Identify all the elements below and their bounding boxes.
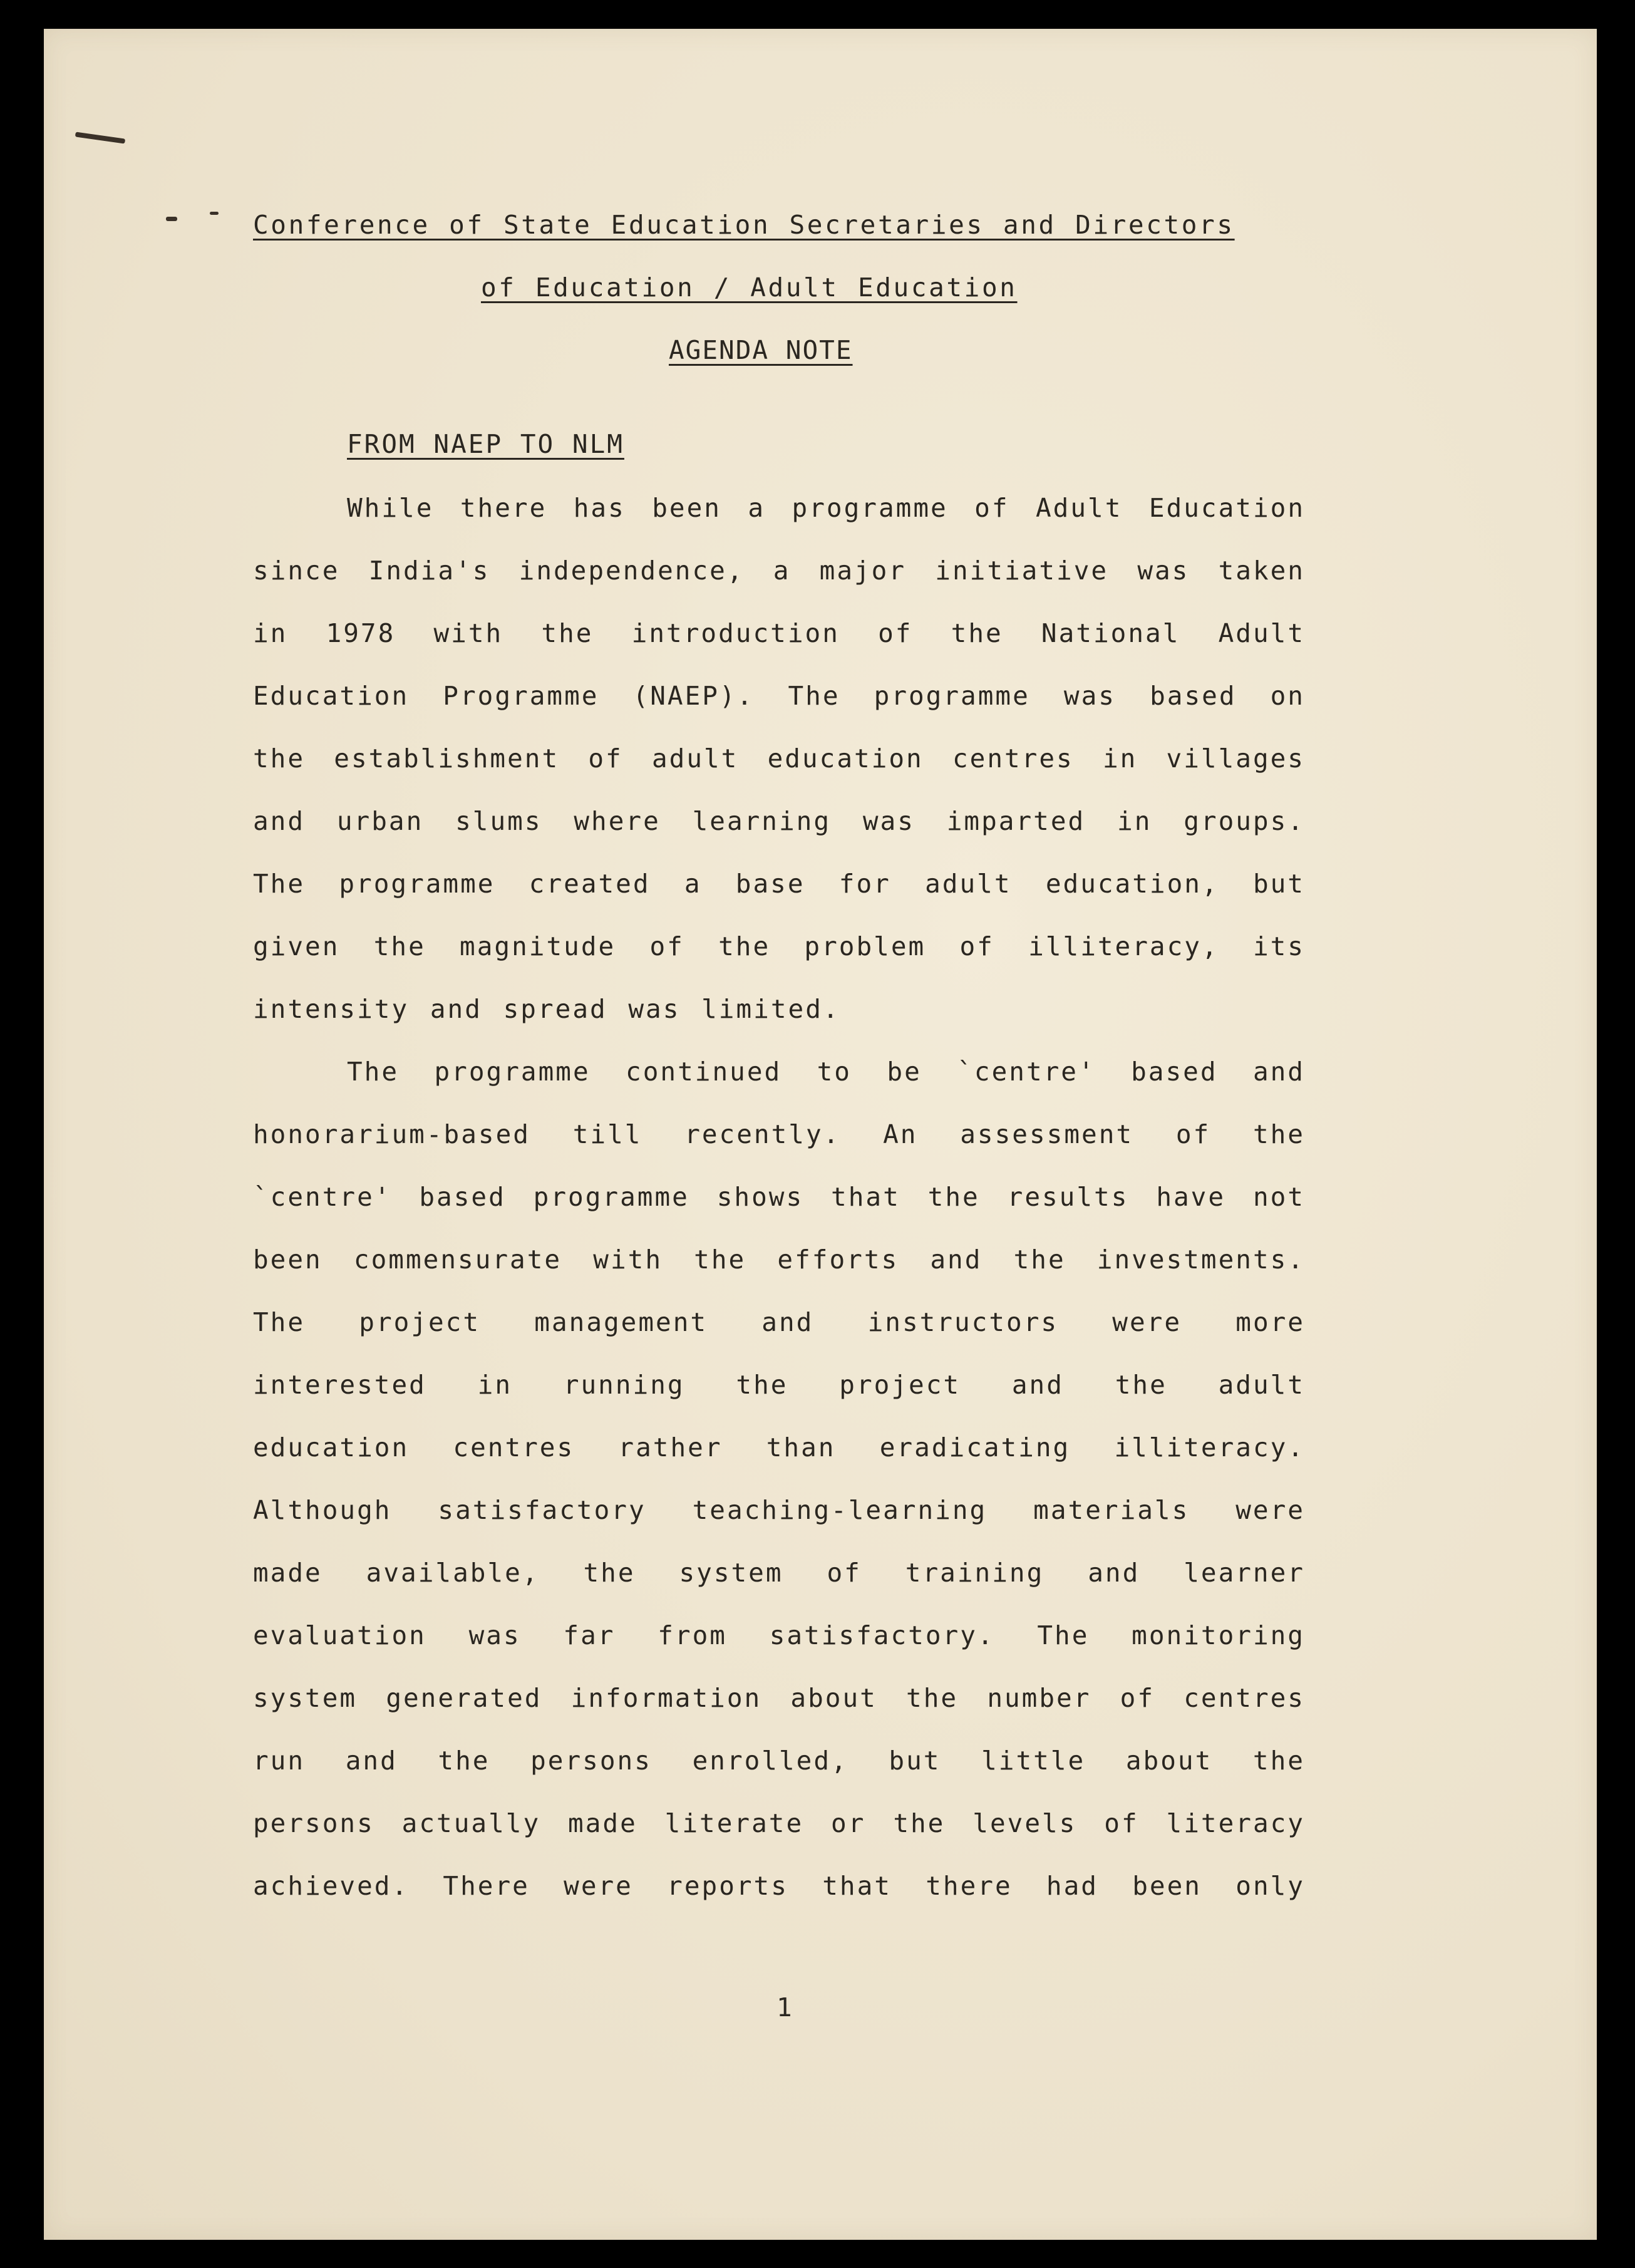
- paragraph-line: `centre' based programme shows that the results have not: [253, 1182, 1305, 1212]
- paragraph-line: the establishment of adult education centres in villages: [253, 743, 1305, 774]
- paragraph-line: The programme continued to be `centre' based and: [347, 1057, 1305, 1087]
- paragraph-line: honorarium-based till recently. An assessment of the: [253, 1119, 1305, 1149]
- paragraph-line: run and the persons enrolled, but little about the: [253, 1746, 1305, 1776]
- paragraph-line: in 1978 with the introduction of the National Adult: [253, 618, 1305, 648]
- title-line-2: of Education / Adult Education: [481, 272, 1018, 303]
- paragraph-line: system generated information about the number of centres: [253, 1683, 1305, 1713]
- staple-mark: [166, 217, 177, 221]
- agenda-note-title: AGENDA NOTE: [669, 335, 853, 365]
- paragraph-line: achieved. There were reports that there had been only: [253, 1871, 1305, 1901]
- section-heading: FROM NAEP TO NLM: [347, 429, 624, 459]
- title-line-1: Conference of State Education Secretaries and Directors: [253, 210, 1235, 240]
- paragraph-line: and urban slums where learning was imparted in groups.: [253, 806, 1305, 836]
- page-number: 1: [776, 1992, 792, 2022]
- paragraph-line: Education Programme (NAEP). The programme was based on: [253, 681, 1305, 711]
- paragraph-line: interested in running the project and the adult: [253, 1370, 1305, 1400]
- paragraph-line: since India's independence, a major initiative was taken: [253, 556, 1305, 586]
- paragraph-line: been commensurate with the efforts and the investments.: [253, 1245, 1305, 1275]
- paragraph-line: While there has been a programme of Adult Education: [347, 493, 1305, 523]
- paragraph-line: persons actually made literate or the levels of literacy: [253, 1808, 1305, 1838]
- paragraph-line: The programme created a base for adult education, but: [253, 869, 1305, 899]
- paragraph-line: education centres rather than eradicating illiteracy.: [253, 1432, 1305, 1463]
- paragraph-line: given the magnitude of the problem of illiteracy, its: [253, 931, 1305, 961]
- paragraph-line: made available, the system of training and learner: [253, 1558, 1305, 1588]
- staple-mark: [210, 212, 219, 215]
- paragraph-line: evaluation was far from satisfactory. The monitoring: [253, 1620, 1305, 1650]
- paragraph-line: The project management and instructors were more: [253, 1307, 1305, 1337]
- staple-mark: [75, 132, 125, 143]
- paragraph-line: intensity and spread was limited.: [253, 994, 840, 1024]
- paragraph-line: Although satisfactory teaching-learning materials were: [253, 1495, 1305, 1525]
